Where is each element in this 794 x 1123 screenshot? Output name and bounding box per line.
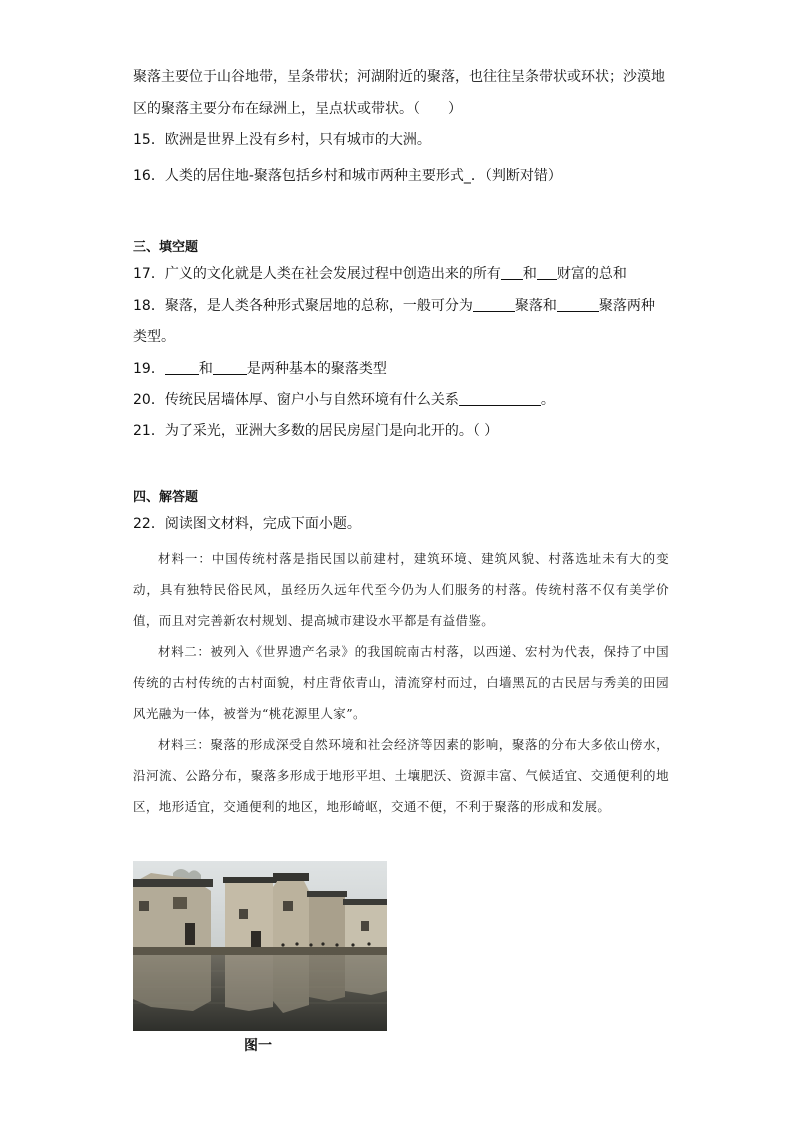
question-19 bbox=[133, 360, 387, 378]
question-17 bbox=[133, 265, 627, 283]
question-20 bbox=[133, 391, 555, 409]
question-18-cont: 类型。 bbox=[133, 329, 175, 345]
q19-blank-1 bbox=[165, 360, 199, 375]
line-14-cont-2: 区的聚落主要分布在绿洲上，呈点状或带状。（ ） bbox=[133, 101, 462, 117]
q19-blank-2 bbox=[213, 360, 247, 375]
question-15: 15．欧洲是世界上没有乡村，只有城市的大洲。 bbox=[133, 132, 431, 148]
q18-blank-1 bbox=[473, 297, 515, 312]
q18-blank-2 bbox=[557, 297, 599, 312]
q20-text-b: 。 bbox=[540, 392, 555, 408]
q20-blank-1 bbox=[459, 391, 541, 406]
materials-block bbox=[133, 543, 669, 822]
q17-text-c: 财富的总和 bbox=[556, 266, 627, 282]
q19-text-a: 19． bbox=[133, 361, 165, 377]
question-22: 22．阅读图文材料，完成下面小题。 bbox=[133, 516, 361, 532]
q20-text-a: 20．传统民居墙体厚、窗户小与自然环境有什么关系 bbox=[133, 392, 459, 408]
q18-text-b: 聚落和 bbox=[514, 298, 557, 314]
material-3: 材料三：聚落的形成深受自然环境和社会经济等因素的影响，聚落的分布大多依山傍水，沿河流、公路分布，聚落多形成于地形平坦、土壤肥沃、资源丰富、气候适宜、交通便利的地区，地形适宜，交通便利的地区，地形崎岖，交通不便，不利于聚落的形成和发展。 bbox=[133, 737, 669, 814]
q17-text-b: 和 bbox=[522, 266, 537, 282]
figure-caption: 图一 bbox=[244, 1038, 272, 1054]
material-2: 材料二：被列入《世界遗产名录》的我国皖南古村落，以西递、宏村为代表，保持了中国传统的古村传统的古村面貌，村庄背依青山，清流穿村而过，白墙黑瓦的古民居与秀美的田园风光融为一体，被誉为“桃花源里人家”。 bbox=[133, 644, 669, 721]
q17-blank-1 bbox=[501, 265, 523, 280]
q18-text-c: 聚落两种 bbox=[598, 298, 655, 314]
question-16: 16．人类的居住地-聚落包括乡村和城市两种主要形式_．（判断对错） bbox=[133, 168, 562, 184]
question-18 bbox=[133, 297, 655, 315]
line-14-cont-1: 聚落主要位于山谷地带，呈条带状；河湖附近的聚落，也往往呈条带状或环状；沙漠地 bbox=[133, 69, 665, 85]
q17-text-a: 17．广义的文化就是人类在社会发展过程中创造出来的所有 bbox=[133, 266, 501, 282]
q17-blank-2 bbox=[537, 265, 557, 280]
material-1: 材料一：中国传统村落是指民国以前建村，建筑环境、建筑风貌、村落选址未有大的变动，具有独特民俗民风，虽经历久远年代至今仍为人们服务的村落。传统村落不仅有美学价值，而且对完善新农村规划、提高城市建设水平都是有益借鉴。 bbox=[133, 551, 669, 628]
q18-text-a: 18．聚落，是人类各种形式聚居地的总称，一般可分为 bbox=[133, 298, 473, 314]
q19-text-c: 是两种基本的聚落类型 bbox=[246, 361, 387, 377]
section-3-heading: 三、填空题 bbox=[133, 240, 199, 255]
village-photo bbox=[133, 861, 387, 1031]
q19-text-b: 和 bbox=[198, 361, 213, 377]
question-21: 21．为了采光，亚洲大多数的居民房屋门是向北开的。（ ） bbox=[133, 423, 499, 439]
section-4-heading: 四、解答题 bbox=[133, 490, 199, 505]
